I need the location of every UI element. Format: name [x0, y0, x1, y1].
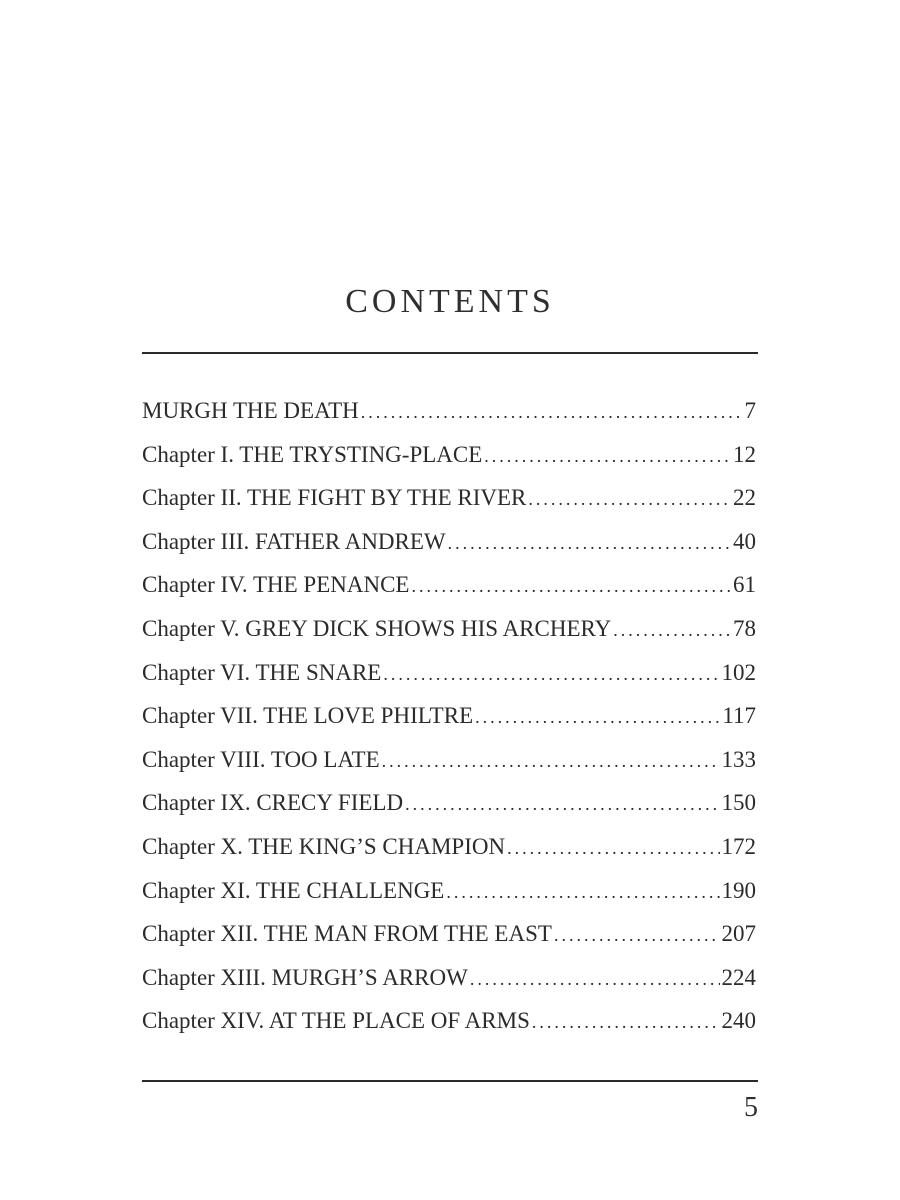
dot-leader: [411, 565, 731, 607]
toc-entry-title: Chapter VII. THE LOVE PHILTRE: [142, 703, 474, 729]
toc-entry-title: Chapter XI. THE CHALLENGE: [142, 877, 445, 903]
toc-entry-title: Chapter XII. THE MAN FROM THE EAST: [142, 921, 552, 947]
toc-entry[interactable]: [142, 999, 756, 1043]
toc-entry-title: Chapter III. FATHER ANDREW: [142, 528, 446, 554]
toc-entry-page: 224: [721, 964, 756, 990]
contents-heading: CONTENTS: [345, 283, 555, 320]
toc-entry[interactable]: [142, 781, 756, 825]
dot-leader: [507, 827, 719, 869]
dot-leader: [361, 391, 743, 433]
toc-entry-title: Chapter I. THE TRYSTING-PLACE: [142, 441, 483, 467]
toc-entry-title: Chapter IV. THE PENANCE: [142, 572, 410, 598]
toc-entry[interactable]: [142, 825, 756, 869]
toc-entry-title: Chapter VI. THE SNARE: [142, 659, 382, 685]
toc-entry-title: Chapter VIII. TOO LATE: [142, 746, 380, 772]
toc-entry[interactable]: [142, 433, 756, 477]
toc-entry-page: 150: [721, 790, 756, 816]
dot-leader: [405, 783, 719, 825]
toc-entry-title: Chapter XIV. AT THE PLACE OF ARMS: [142, 1008, 530, 1034]
dot-leader: [484, 435, 731, 477]
dot-leader: [383, 653, 719, 695]
dot-leader: [532, 1001, 720, 1043]
toc-entry-title: MURGH THE DEATH: [142, 398, 359, 423]
dot-leader: [382, 740, 720, 782]
toc-entry[interactable]: [142, 651, 756, 695]
dot-leader: [446, 871, 719, 913]
toc-entry[interactable]: [142, 520, 756, 564]
toc-entry[interactable]: [142, 607, 756, 651]
toc-entry-page: 61: [733, 572, 756, 598]
toc-entry[interactable]: [142, 956, 756, 1000]
toc-entry-page: 207: [721, 921, 756, 947]
bottom-rule: [142, 1080, 758, 1082]
dot-leader: [613, 609, 731, 651]
toc-entry[interactable]: [142, 738, 756, 782]
dot-leader: [528, 478, 731, 520]
toc-entry-title: Chapter II. THE FIGHT BY THE RIVER: [142, 485, 527, 511]
dot-leader: [470, 958, 720, 1000]
toc-entry-page: 7: [744, 398, 756, 423]
toc-entry-title: Chapter V. GREY DICK SHOWS HIS ARCHERY: [142, 615, 612, 641]
page-number: 5: [744, 1092, 758, 1123]
toc-entry-title: Chapter XIII. MURGH’S ARROW: [142, 964, 468, 990]
toc-entry-page: 133: [721, 746, 756, 772]
toc-entry[interactable]: [142, 869, 756, 913]
toc-entry[interactable]: [142, 694, 756, 738]
toc-entry-page: 172: [721, 833, 756, 859]
toc-entry-title: Chapter X. THE KING’S CHAMPION: [142, 833, 506, 859]
toc-entry-page: 102: [721, 659, 756, 685]
toc-entry-title: Chapter IX. CRECY FIELD: [142, 790, 404, 816]
dot-leader: [448, 522, 731, 564]
toc-entry-page: 12: [733, 441, 756, 467]
dot-leader: [554, 914, 720, 956]
dot-leader: [475, 696, 720, 738]
toc-entry-page: 40: [733, 528, 756, 554]
toc-entry-page: 22: [733, 485, 756, 511]
toc-entry-page: 240: [721, 1008, 756, 1034]
table-of-contents: [142, 389, 756, 1043]
top-rule: [142, 352, 758, 354]
toc-entry-page: 117: [722, 703, 756, 729]
toc-entry-page: 78: [733, 615, 756, 641]
toc-entry[interactable]: [142, 476, 756, 520]
toc-entry[interactable]: [142, 563, 756, 607]
toc-entry-page: 190: [721, 877, 756, 903]
toc-entry[interactable]: [142, 389, 756, 433]
toc-entry[interactable]: [142, 912, 756, 956]
